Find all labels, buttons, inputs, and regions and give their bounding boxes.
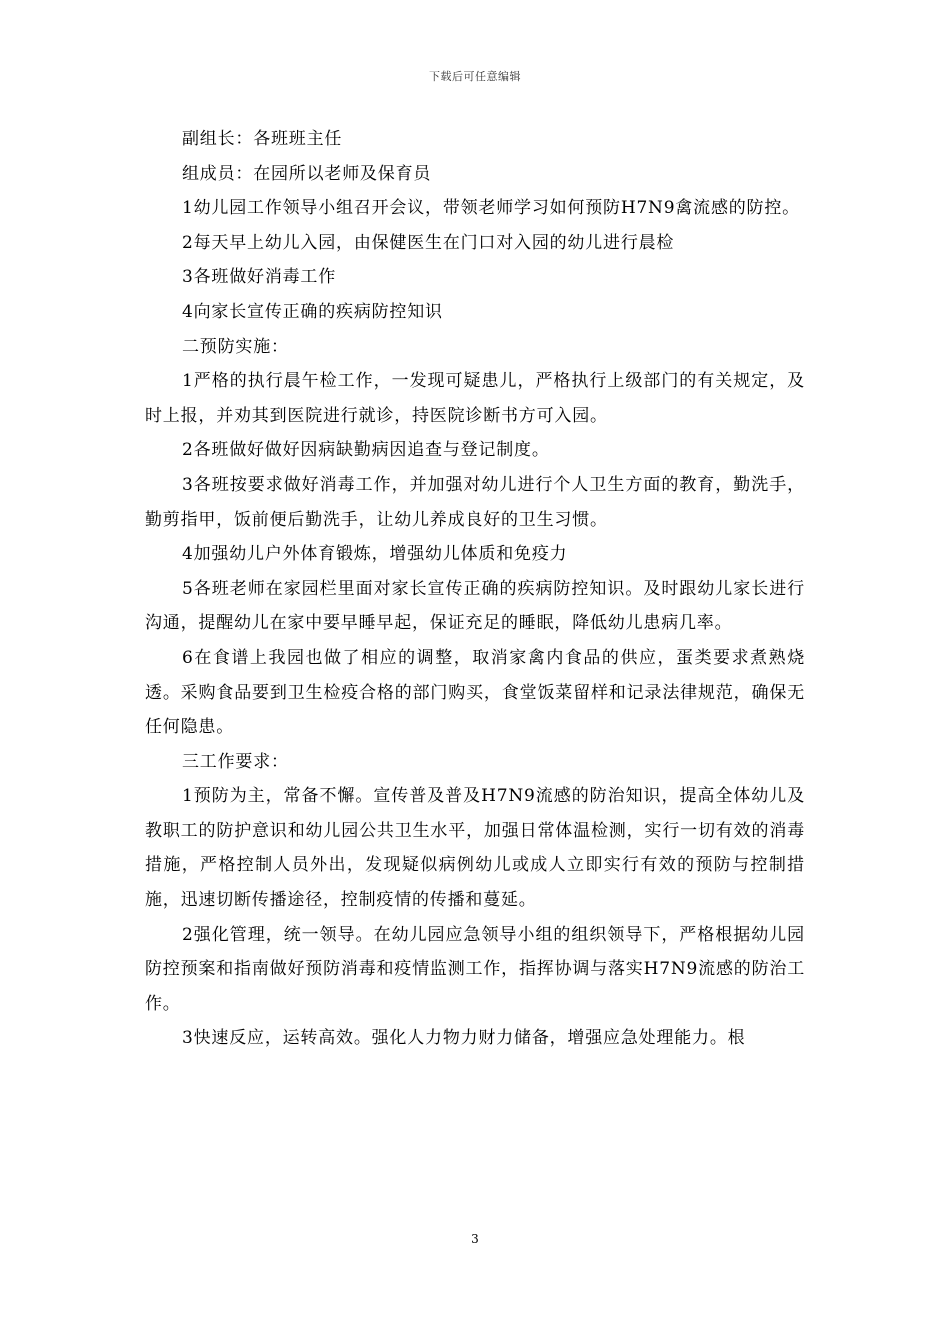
paragraph-item: 3各班做好消毒工作 [182,267,337,288]
paragraph-members: 组成员：在园所以老师及保育员 [182,163,432,184]
page-number: 3 [471,1232,479,1246]
paragraph-item: 5各班老师在家园栏里面对家长宣传正确的疾病防控知识。及时跟幼儿家长进行沟通，提醒幼儿在家中要早睡早起，保证充足的睡眠，降低幼儿患病几率。 [145,578,805,634]
paragraph-item: 4向家长宣传正确的疾病防控知识 [182,301,443,322]
section-heading-prevention: 二预防实施： [182,336,289,357]
paragraph-item: 3各班按要求做好消毒工作，并加强对幼儿进行个人卫生方面的教育，勤洗手，勤剪指甲，饭前便后勤洗手，让幼儿养成良好的卫生习惯。 [145,474,805,530]
paragraph-item: 2每天早上幼儿入园，由保健医生在门口对入园的幼儿进行晨检 [182,232,675,253]
page-header: 下载后可任意编辑 [429,70,521,83]
paragraph-item: 1严格的执行晨午检工作，一发现可疑患儿，严格执行上级部门的有关规定，及时上报，并劝其到医院进行就诊，持医院诊断书方可入园。 [145,371,805,426]
section-heading-requirements: 三工作要求： [182,751,289,772]
paragraph-item: 2强化管理，统一领导。在幼儿园应急领导小组的组织领导下，严格根据幼儿园防控预案和指南做好预防消毒和疫情监测工作，指挥协调与落实H7N9流感的防治工作。 [145,924,805,1014]
paragraph-item: 1幼儿园工作领导小组召开会议，带领老师学习如何预防H7N9禽流感的防控。 [182,198,800,219]
paragraph-deputy-leader: 副组长：各班班主任 [182,129,343,149]
paragraph-item: 2各班做好做好因病缺勤病因追查与登记制度。 [182,440,550,461]
paragraph-item: 6在食谱上我园也做了相应的调整，取消家禽内食品的供应，蛋类要求煮熟烧透。采购食品要到卫生检疫合格的部门购买，食堂饭菜留样和记录法律规范，确保无任何隐患。 [145,647,805,738]
paragraph-item: 1预防为主，常备不懈。宣传普及普及H7N9流感的防治知识，提高全体幼儿及教职工的防护意识和幼儿园公共卫生水平，加强日常体温检测，实行一切有效的消毒措施，严格控制人员外出，发现疑似病例幼儿或成人立即实行有效的预防与控制措施，迅速切断传播途径，控制疫情的传播和蔓延。 [145,786,805,911]
paragraph-item: 4加强幼儿户外体育锻炼，增强幼儿体质和免疫力 [182,544,568,565]
document-body [145,122,805,1056]
paragraph-item: 3快速反应，运转高效。强化人力物力财力储备，增强应急处理能力。根 [182,1028,746,1049]
